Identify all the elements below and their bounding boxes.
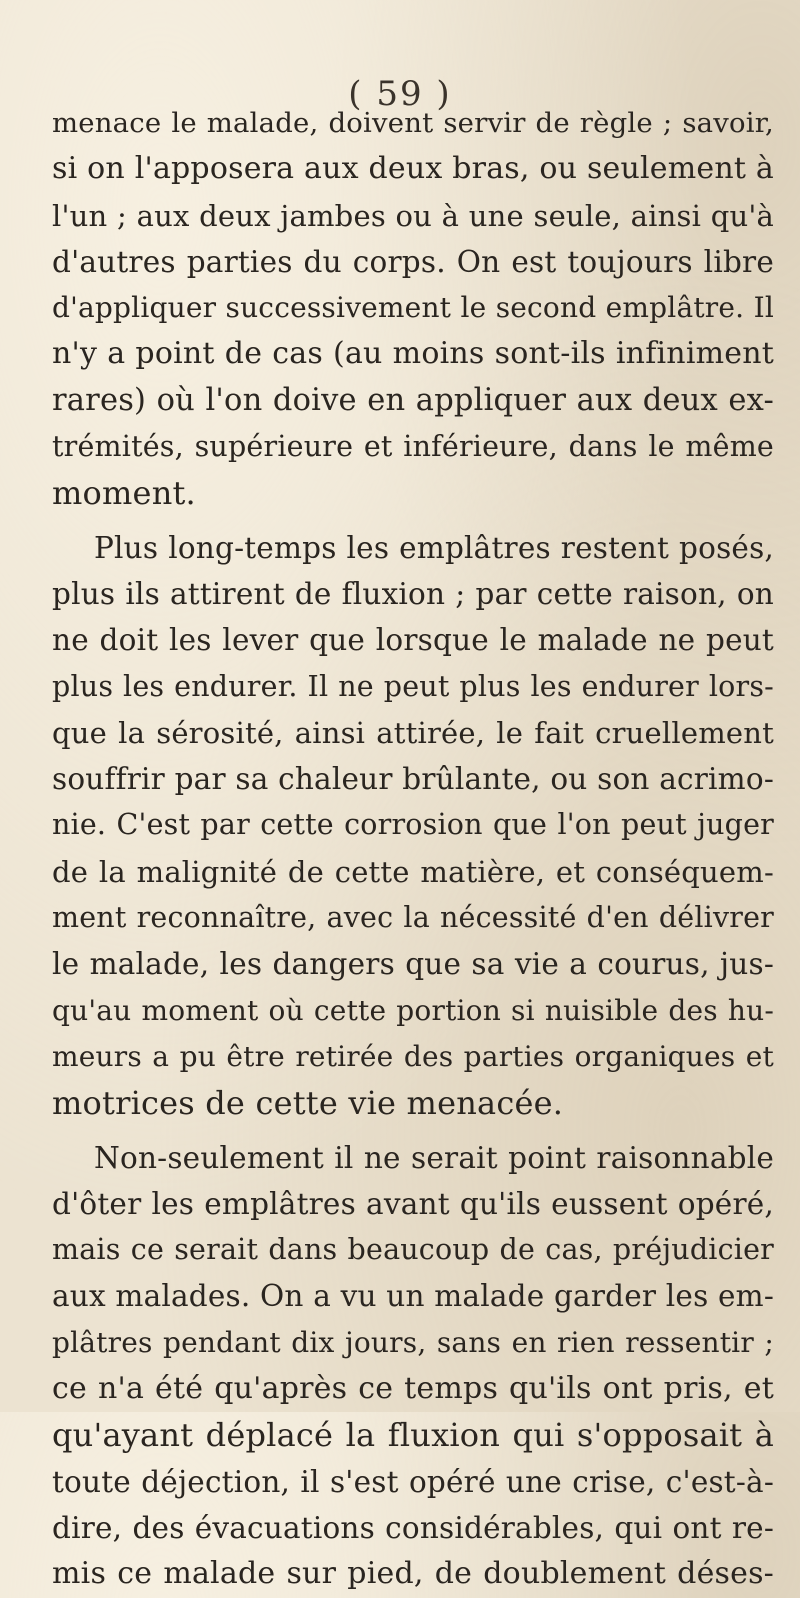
text-line: menace le malade, doivent servir de règle ; savoir, [52, 107, 774, 139]
text-line: de la malignité de cette matière, et conséquem- [52, 854, 774, 889]
paragraph-1 [52, 100, 774, 517]
text-line: ne doit les lever que lorsque le malade ne peut [52, 623, 774, 658]
text-line: mis ce malade sur pied, de doublement déses- [52, 1556, 774, 1592]
text-line: d'ôter les emplâtres avant qu'ils eussent opéré, [52, 1186, 774, 1221]
paragraph-3 [52, 1135, 774, 1598]
text-line: Non-seulement il ne serait point raisonnable [94, 1140, 774, 1175]
text-line: d'appliquer successivement le second emplâtre. Il [52, 291, 774, 325]
text-line: n'y a point de cas (au moins sont-ils infiniment [52, 336, 774, 372]
text-line: le malade, les dangers que sa vie a courus, jus- [52, 947, 774, 982]
text-line: si on l'apposera aux deux bras, ou seulement à [52, 151, 774, 187]
text-line: souffrir par sa chaleur brûlante, ou son acrimo- [52, 762, 774, 797]
text-line: toute déjection, il s'est opéré une crise, c'est-à- [52, 1464, 774, 1499]
text-line: qu'ayant déplacé la fluxion qui s'opposait à [52, 1416, 774, 1455]
text-line: trémités, supérieure et inférieure, dans le même [52, 430, 774, 464]
text-line: plus ils attirent de fluxion ; par cette raison, on [52, 576, 774, 611]
text-line: moment. [52, 474, 196, 513]
page-number: ( 59 ) [348, 74, 452, 114]
text-line: mais ce serait dans beaucoup de cas, préjudicier [52, 1233, 774, 1267]
text-line: qu'au moment où cette portion si nuisible des hu- [52, 993, 774, 1027]
body-text [52, 100, 774, 1598]
text-line: ce n'a été qu'après ce temps qu'ils ont pris, et [52, 1371, 774, 1407]
text-line: rares) où l'on doive en appliquer aux deux ex- [52, 382, 774, 418]
text-line: l'un ; aux deux jambes ou à une seule, ainsi qu'à [52, 198, 774, 233]
text-line: dire, des évacuations considérables, qui ont re- [52, 1510, 774, 1545]
paragraph-gap [52, 517, 774, 525]
text-line: aux malades. On a vu un malade garder les em- [52, 1279, 774, 1314]
text-line: d'autres parties du corps. On est toujours libre [52, 244, 774, 279]
text-line: plâtres pendant dix jours, sans en rien ressentir ; [52, 1325, 774, 1359]
text-line: plus les endurer. Il ne peut plus les endurer lors- [52, 669, 774, 703]
text-line: motrices de cette vie menacée. [52, 1084, 564, 1123]
text-line: Plus long-temps les emplâtres restent posés, [94, 530, 774, 565]
text-line: nie. C'est par cette corrosion que l'on peut juger [52, 808, 774, 842]
text-line: ment reconnaître, avec la nécessité d'en délivrer [52, 901, 774, 935]
paragraph-gap [52, 1127, 774, 1135]
text-line: que la sérosité, ainsi attirée, le fait cruellement [52, 715, 774, 750]
text-line: meurs a pu être retirée des parties organiques et [52, 1039, 774, 1073]
paragraph-2 [52, 525, 774, 1127]
